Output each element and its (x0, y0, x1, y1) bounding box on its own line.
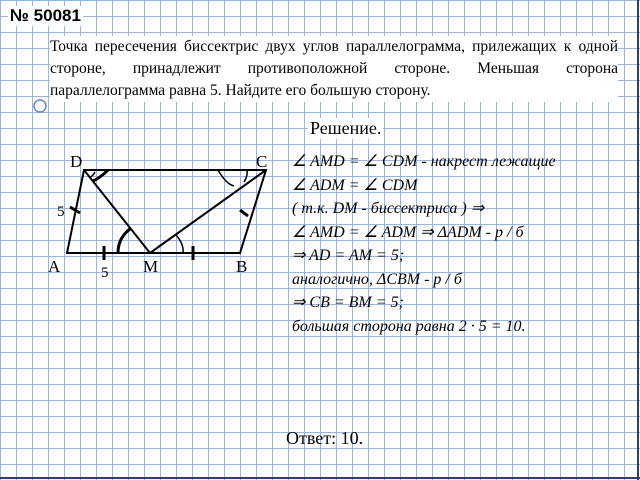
angle-arc-c-2 (244, 170, 247, 182)
angle-arc-m-right (176, 235, 183, 253)
angle-arc-c (218, 170, 234, 186)
solution-line: аналогично, ΔCBM - р / б (292, 270, 462, 288)
solution-line: ⇒ CB = BM = 5; (292, 294, 404, 311)
bisector-cm (150, 170, 266, 253)
solution-line: большая сторона равна 2 · 5 = 10. (292, 317, 526, 335)
label-m: M (143, 257, 159, 276)
solution-line: ∠ AMD = ∠ ADM ⇒ ΔADM - р / б (292, 223, 524, 241)
answer: Ответ: 10. (286, 428, 364, 448)
angle-arc-d (93, 170, 108, 181)
label-a: A (48, 257, 61, 276)
problem-number: № 50081 (10, 6, 81, 25)
solution-title: Решение. (310, 118, 382, 138)
label-side-ad: 5 (57, 204, 65, 220)
tick-cb (240, 210, 248, 216)
solution-steps (292, 150, 632, 338)
angle-arc-m-left (118, 229, 130, 253)
solution-line: ∠ ADM = ∠ CDM (292, 176, 418, 194)
label-side-am: 5 (101, 265, 109, 281)
parallelogram-figure (40, 150, 280, 285)
problem-statement: Точка пересечения биссектрис двух углов параллелограмма, прилежащих к одной стороне, принадлежит противоположной стороне. Меньшая сторона параллелограмма равна 5. Найдите его большую сторону. (50, 36, 618, 102)
label-d: D (70, 152, 83, 171)
bisector-dm (84, 170, 150, 253)
angle-arc-d-inner (89, 172, 95, 178)
solution-line: ∠ AMD = ∠ CDM - накрест лежащие (292, 153, 556, 170)
solution-line: ⇒ AD = AM = 5; (292, 247, 405, 264)
label-c: C (256, 152, 268, 171)
label-b: B (236, 257, 248, 276)
solution-line: ( т.к. DM - биссектриса ) ⇒ (292, 200, 485, 217)
margin-ring-icon (34, 100, 46, 112)
